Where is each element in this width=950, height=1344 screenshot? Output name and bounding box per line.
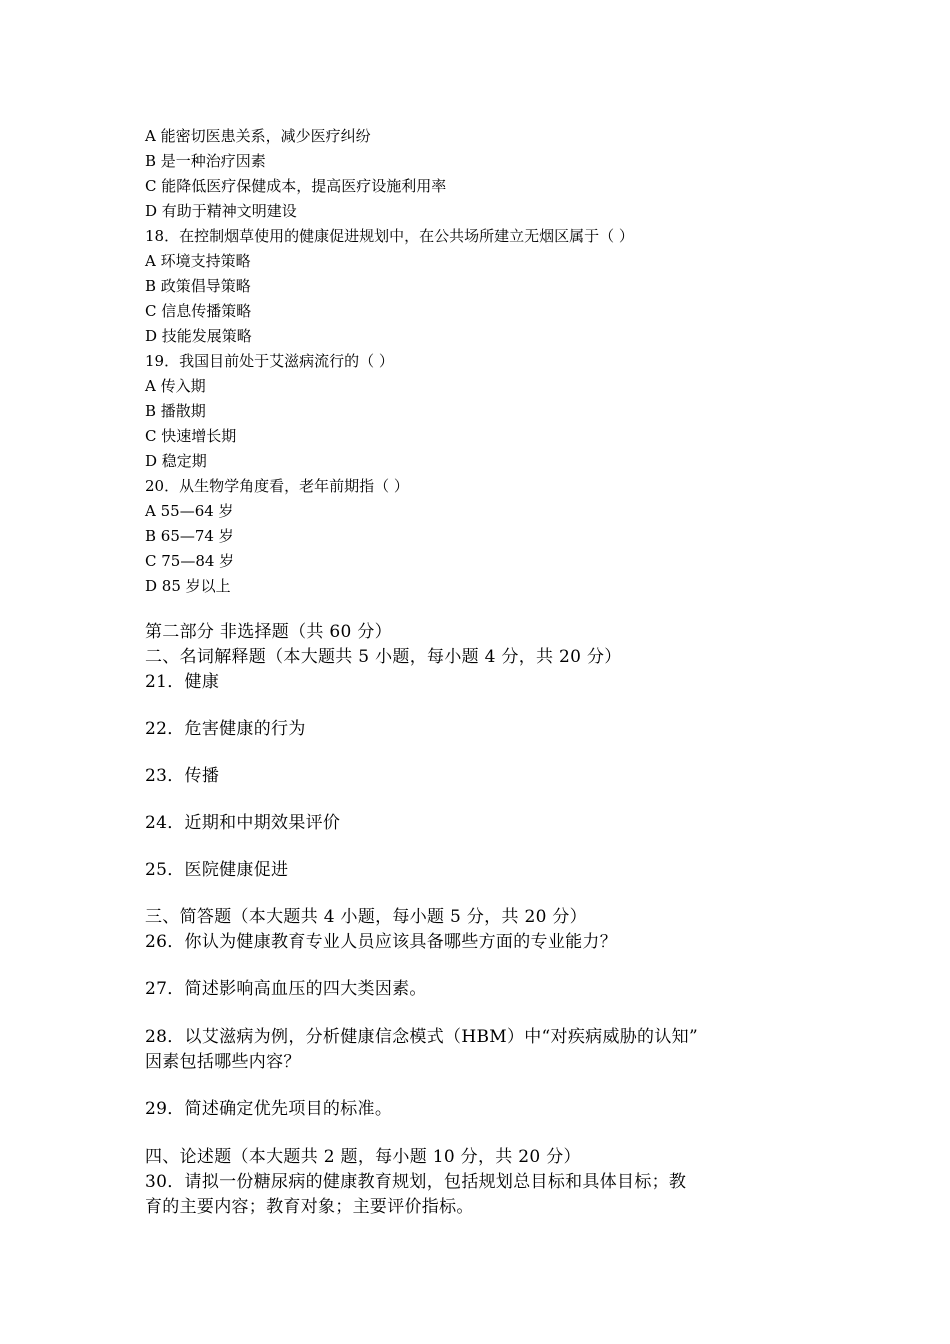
q18-option-c: C 信息传播策略: [145, 302, 252, 320]
question-27: 27．简述影响高血压的四大类因素。: [145, 979, 427, 999]
q20-question: 20．从生物学角度看，老年前期指（ ）: [145, 477, 409, 495]
q17-option-a: A 能密切医患关系，减少医疗纠纷: [145, 127, 371, 145]
question-30-line2: 育的主要内容；教育对象；主要评价指标。: [145, 1197, 474, 1217]
part2-heading: 第二部分 非选择题（共 60 分）: [145, 622, 392, 642]
term-24: 24．近期和中期效果评价: [145, 813, 341, 833]
section3-heading: 三、简答题（本大题共 4 小题，每小题 5 分，共 20 分）: [145, 907, 587, 927]
q19-option-c: C 快速增长期: [145, 427, 237, 445]
q19-option-b: B 播散期: [145, 402, 206, 420]
question-30-line1: 30．请拟一份糖尿病的健康教育规划，包括规划总目标和具体目标；教: [145, 1172, 687, 1192]
q19-question: 19．我国目前处于艾滋病流行的（ ）: [145, 352, 394, 370]
q18-option-b: B 政策倡导策略: [145, 277, 251, 295]
term-21: 21．健康: [145, 672, 220, 692]
q18-option-d: D 技能发展策略: [145, 327, 252, 345]
term-23: 23．传播: [145, 766, 220, 786]
q17-option-c: C 能降低医疗保健成本，提高医疗设施利用率: [145, 177, 447, 195]
q18-question: 18．在控制烟草使用的健康促进规划中，在公共场所建立无烟区属于（ ）: [145, 227, 634, 245]
q17-option-d: D 有助于精神文明建设: [145, 202, 297, 220]
q20-option-a: A 55—64 岁: [145, 502, 234, 520]
question-26: 26．你认为健康教育专业人员应该具备哪些方面的专业能力？: [145, 932, 618, 952]
section4-heading: 四、论述题（本大题共 2 题，每小题 10 分，共 20 分）: [145, 1147, 581, 1167]
q20-option-c: C 75—84 岁: [145, 552, 235, 570]
q19-option-d: D 稳定期: [145, 452, 207, 470]
q17-option-b: B 是一种治疗因素: [145, 152, 266, 170]
term-25: 25．医院健康促进: [145, 860, 289, 880]
question-28-line1: 28．以艾滋病为例，分析健康信念模式（HBM）中“对疾病威胁的认知”: [145, 1027, 698, 1047]
section2-heading: 二、名词解释题（本大题共 5 小题，每小题 4 分，共 20 分）: [145, 647, 622, 667]
q19-option-a: A 传入期: [145, 377, 206, 395]
question-29: 29．简述确定优先项目的标准。: [145, 1099, 393, 1119]
q20-option-d: D 85 岁以上: [145, 577, 231, 595]
question-28-line2: 因素包括哪些内容？: [145, 1052, 301, 1072]
q20-option-b: B 65—74 岁: [145, 527, 234, 545]
q18-option-a: A 环境支持策略: [145, 252, 251, 270]
term-22: 22．危害健康的行为: [145, 719, 306, 739]
